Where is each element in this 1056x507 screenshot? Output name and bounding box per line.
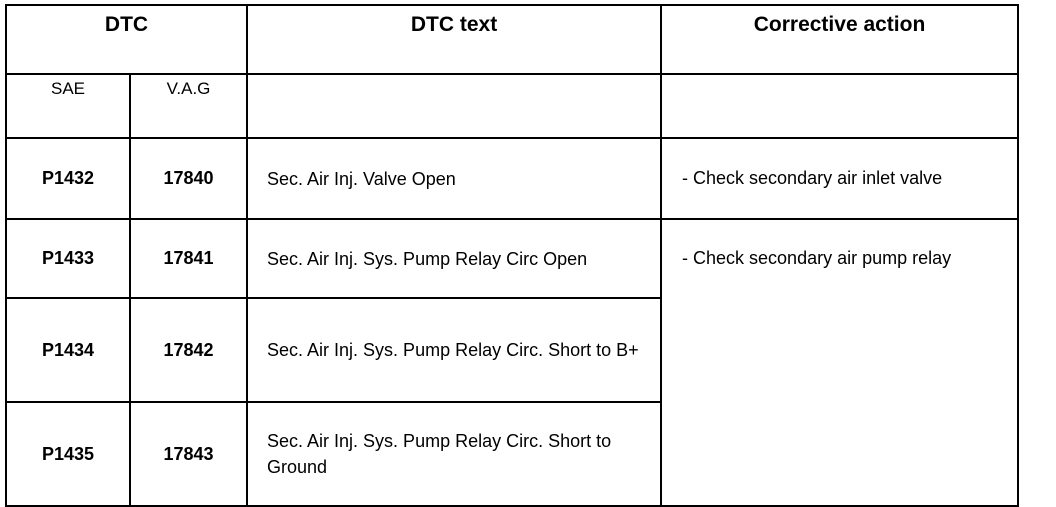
dtc-text: Sec. Air Inj. Valve Open — [247, 138, 661, 219]
sae-code: P1433 — [6, 219, 130, 298]
header-corrective-action: Corrective action — [661, 5, 1018, 74]
vag-code: 17843 — [130, 402, 247, 506]
vag-code: 17842 — [130, 298, 247, 402]
subheader-row — [6, 74, 1018, 138]
sae-code: P1432 — [6, 138, 130, 219]
table-row — [6, 219, 1018, 298]
header-row — [6, 5, 1018, 74]
vag-code: 17840 — [130, 138, 247, 219]
corrective-action: - Check secondary air pump relay — [661, 219, 1018, 506]
subheader-empty-text — [247, 74, 661, 138]
subheader-sae: SAE — [6, 74, 130, 138]
header-dtc: DTC — [6, 5, 247, 74]
dtc-text: Sec. Air Inj. Sys. Pump Relay Circ. Short to B+ — [247, 298, 661, 402]
sae-code: P1435 — [6, 402, 130, 506]
table-row — [6, 138, 1018, 219]
dtc-text: Sec. Air Inj. Sys. Pump Relay Circ. Short to Ground — [247, 402, 661, 506]
subheader-empty-action — [661, 74, 1018, 138]
vag-code: 17841 — [130, 219, 247, 298]
sae-code: P1434 — [6, 298, 130, 402]
corrective-action: - Check secondary air inlet valve — [661, 138, 1018, 219]
header-dtc-text: DTC text — [247, 5, 661, 74]
dtc-text: Sec. Air Inj. Sys. Pump Relay Circ Open — [247, 219, 661, 298]
dtc-table — [5, 4, 1019, 507]
subheader-vag: V.A.G — [130, 74, 247, 138]
